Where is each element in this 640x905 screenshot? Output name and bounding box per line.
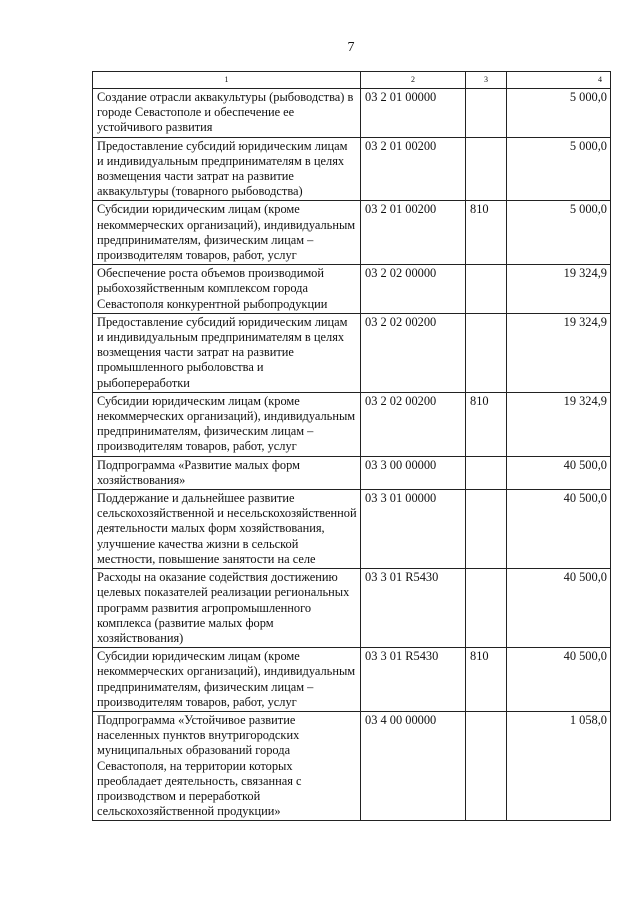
row-code: 03 3 01 00000 xyxy=(361,490,466,569)
row-name: Субсидии юридическим лицам (кроме некоммерческих организаций), индивидуальным предпринимателям, физическим лицам – производителям товаров, работ, услуг xyxy=(93,648,361,712)
row-type xyxy=(466,490,507,569)
row-type xyxy=(466,313,507,392)
row-sum: 19 324,9 xyxy=(507,313,611,392)
row-name: Расходы на оказание содействия достижению целевых показателей реализации региональных программ развития агропромышленного комплекса (развитие малых форм хозяйствования) xyxy=(93,569,361,648)
row-type: 810 xyxy=(466,648,507,712)
table-row xyxy=(93,313,611,392)
row-code: 03 2 02 00200 xyxy=(361,313,466,392)
row-sum: 19 324,9 xyxy=(507,392,611,456)
budget-table xyxy=(92,71,611,821)
table-row xyxy=(93,392,611,456)
table-row xyxy=(93,456,611,489)
row-type xyxy=(466,265,507,314)
row-name: Обеспечение роста объемов производимой рыбохозяйственным комплексом города Севастополя конкурентной рыбопродукции xyxy=(93,265,361,314)
row-sum: 1 058,0 xyxy=(507,711,611,820)
row-code: 03 2 02 00000 xyxy=(361,265,466,314)
row-code: 03 3 01 R5430 xyxy=(361,569,466,648)
table-row xyxy=(93,265,611,314)
header-col-4: 4 xyxy=(507,72,611,89)
row-name: Подпрограмма «Устойчивое развитие населенных пунктов внутригородских муниципальных образований города Севастополя, на территории которых преобладает деятельность, связанная с производством и переработкой сельскохозяйственной продукции» xyxy=(93,711,361,820)
row-code: 03 2 01 00200 xyxy=(361,137,466,201)
page-number: 7 xyxy=(347,40,355,55)
table-row xyxy=(93,89,611,138)
row-type xyxy=(466,711,507,820)
row-type xyxy=(466,137,507,201)
header-row xyxy=(93,72,611,89)
header-col-2: 2 xyxy=(361,72,466,89)
row-name: Поддержание и дальнейшее развитие сельскохозяйственной и несельскохозяйственной деятельности малых форм хозяйствования, улучшение качества жизни в сельской местности, повышение занятости на селе xyxy=(93,490,361,569)
row-type xyxy=(466,569,507,648)
row-sum: 5 000,0 xyxy=(507,137,611,201)
row-sum: 19 324,9 xyxy=(507,265,611,314)
table-row xyxy=(93,137,611,201)
row-name: Предоставление субсидий юридическим лицам и индивидуальным предпринимателям в целях возмещения части затрат на развитие аквакультуры (товарного рыбоводства) xyxy=(93,137,361,201)
row-name: Предоставление субсидий юридическим лицам и индивидуальным предпринимателям в целях возмещения части затрат на развитие промышленного рыболовства и рыбопереработки xyxy=(93,313,361,392)
row-type xyxy=(466,89,507,138)
row-sum: 40 500,0 xyxy=(507,648,611,712)
table-row xyxy=(93,648,611,712)
table-row xyxy=(93,569,611,648)
row-name: Создание отрасли аквакультуры (рыбоводства) в городе Севастополе и обеспечение ее устойчивого развития xyxy=(93,89,361,138)
header-col-1: 1 xyxy=(93,72,361,89)
table-row xyxy=(93,490,611,569)
table-row xyxy=(93,201,611,265)
row-type: 810 xyxy=(466,201,507,265)
row-sum: 40 500,0 xyxy=(507,456,611,489)
row-code: 03 3 00 00000 xyxy=(361,456,466,489)
row-code: 03 2 01 00200 xyxy=(361,201,466,265)
row-sum: 5 000,0 xyxy=(507,89,611,138)
row-sum: 5 000,0 xyxy=(507,201,611,265)
row-name: Субсидии юридическим лицам (кроме некоммерческих организаций), индивидуальным предпринимателям, физическим лицам – производителям товаров, работ, услуг xyxy=(93,201,361,265)
table-row xyxy=(93,711,611,820)
row-code: 03 2 02 00200 xyxy=(361,392,466,456)
header-col-3: 3 xyxy=(466,72,507,89)
row-name: Подпрограмма «Развитие малых форм хозяйствования» xyxy=(93,456,361,489)
row-type xyxy=(466,456,507,489)
row-type: 810 xyxy=(466,392,507,456)
row-code: 03 3 01 R5430 xyxy=(361,648,466,712)
row-code: 03 4 00 00000 xyxy=(361,711,466,820)
row-name: Субсидии юридическим лицам (кроме некоммерческих организаций), индивидуальным предпринимателям, физическим лицам – производителям товаров, работ, услуг xyxy=(93,392,361,456)
row-code: 03 2 01 00000 xyxy=(361,89,466,138)
row-sum: 40 500,0 xyxy=(507,569,611,648)
row-sum: 40 500,0 xyxy=(507,490,611,569)
